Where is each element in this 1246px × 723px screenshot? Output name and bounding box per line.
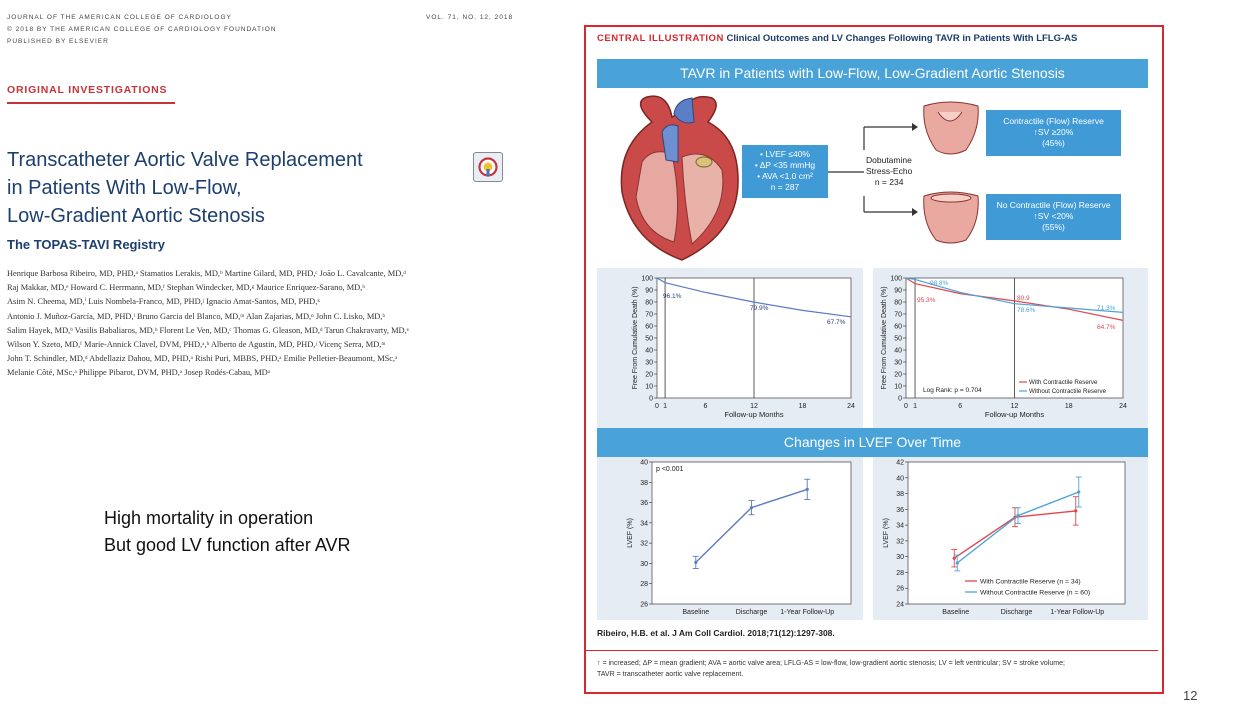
data-label: 79.9% [750, 305, 769, 312]
x-tick-label: 6 [703, 403, 708, 410]
volume-line: VOL. 71, NO. 12, 2018 [426, 14, 514, 21]
footnote [597, 658, 1147, 680]
criteria-n: n = 287 [770, 182, 800, 192]
author-line: Henrique Barbosa Ribeiro, MD, PHD,ᵃ Stamatios Lerakis, MD,ᵇ Martine Gilard, MD, PHD,ᶜ João L. Cavalcante, MD,ᵈ [7, 269, 407, 278]
data-label: 64.7% [1097, 324, 1116, 331]
y-tick-label: 30 [894, 359, 902, 367]
y-tick-label: 60 [645, 323, 653, 331]
y-tick-label: 100 [890, 275, 902, 283]
y-tick-label: 40 [640, 459, 648, 467]
heart-illustration [612, 92, 748, 264]
page-number: 12 [1183, 688, 1198, 703]
dse-line: Dobutamine [866, 155, 912, 165]
data-label: 71.3% [1097, 305, 1116, 312]
legend-label: With Contractile Reserve (n = 34) [980, 578, 1081, 586]
reserve-no-box [986, 194, 1121, 240]
title-line-3: Low-Gradient Aortic Stenosis [7, 205, 265, 227]
criteria-ava: • AVA <1.0 cm² [757, 171, 813, 181]
note-line-1: High mortality in operation [104, 508, 314, 528]
citation: Ribeiro, H.B. et al. J Am Coll Cardiol. 2018;71(12):1297-308. [597, 628, 835, 638]
author-line: Raj Makkar, MD,ᵉ Howard C. Herrmann, MD,ᶠ Stephan Windecker, MD,ᵍ Maurice Enriquez-Sarano, MD,ʰ [7, 283, 365, 293]
y-tick-label: 28 [896, 569, 904, 577]
valve-closed-icon [920, 188, 982, 246]
y-tick-label: 100 [641, 275, 653, 283]
data-point [953, 557, 956, 560]
stat-label: Log Rank: p = 0.704 [923, 387, 982, 394]
survival-chart-overall [597, 268, 863, 428]
dse-line: Stress-Echo [866, 166, 913, 176]
y-tick-label: 38 [896, 491, 904, 499]
publisher-line: PUBLISHED BY ELSEVIER [7, 38, 109, 45]
article-title [7, 146, 477, 230]
note-line-2: But good LV function after AVR [104, 535, 351, 555]
title-line-1: Transcatheter Aortic Valve Replacement [7, 149, 363, 171]
journal-name: JOURNAL OF THE AMERICAN COLLEGE OF CARDIOLOGY [7, 14, 232, 21]
data-point [956, 561, 959, 564]
copyright-line: © 2018 BY THE AMERICAN COLLEGE OF CARDIOLOGY FOUNDATION [7, 26, 277, 33]
data-point [806, 488, 809, 491]
criteria-box [742, 145, 828, 198]
author-line: Wilson Y. Szeto, MD,ᶠ Marie-Annick Clavel, DVM, PHD,ᵃ,ʰ Alberto de Agustin, MD, PHD,ʲ Vicenç Serra, MD,ᵐ [7, 340, 386, 350]
reserve-yes-percent: (45%) [1042, 138, 1065, 148]
x-tick-label: 0 [655, 403, 659, 410]
y-tick-label: 90 [894, 287, 902, 295]
slide-note [104, 505, 351, 559]
x-tick-label: 18 [1064, 403, 1073, 410]
data-point [1016, 514, 1019, 517]
criteria-gradient: • ΔP <35 mmHg [754, 160, 816, 170]
survival-chart-by-reserve [873, 268, 1148, 428]
x-tick-label: 1 [913, 403, 917, 410]
x-tick-label: 18 [798, 403, 807, 410]
data-label: 80.9 [1017, 295, 1030, 302]
footnote-line: ↑ = increased; ΔP = mean gradient; AVA = aortic valve area; LFLG-AS = low-flow, low-gradient aortic stenosis; LV = left ventricular; SV = stroke volume; [597, 660, 1065, 667]
y-tick-label: 28 [640, 581, 648, 589]
data-label: 95.3% [917, 297, 936, 304]
y-tick-label: 30 [640, 560, 648, 568]
reserve-no-percent: (55%) [1042, 222, 1065, 232]
illustration-label: CENTRAL ILLUSTRATION [597, 33, 724, 44]
y-tick-label: 32 [896, 538, 904, 546]
y-tick-label: 40 [894, 347, 902, 355]
x-tick-label: 12 [1010, 403, 1019, 410]
y-tick-label: 80 [894, 299, 902, 307]
article-subtitle: The TOPAS-TAVI Registry [7, 237, 165, 252]
data-label: 78.6% [1017, 307, 1036, 314]
author-line: Salim Hayek, MD,ᵇ Vasilis Babaliaros, MD,ᵇ Florent Le Ven, MD,ᶜ Thomas G. Gleason, MD,ᵈ Tarun Chakravarty, MD,ᵉ [7, 325, 409, 335]
section-label: ORIGINAL INVESTIGATIONS [7, 84, 168, 96]
crossmark-icon[interactable] [473, 152, 503, 182]
illustration-heading: Clinical Outcomes and LV Changes Following TAVR in Patients With LFLG-AS [726, 33, 1078, 44]
author-list [7, 267, 502, 381]
y-tick-label: 42 [896, 459, 904, 467]
y-tick-label: 40 [896, 475, 904, 483]
banner-lvef: Changes in LVEF Over Time [597, 428, 1148, 457]
y-tick-label: 26 [640, 601, 648, 609]
author-line: Antonio J. Muñoz-García, MD, PHD,ˡ Bruno Garcia del Blanco, MD,ᵐ Alan Zajarias, MD,ⁿ John C. Lisko, MD,ᵇ [7, 311, 385, 321]
y-tick-label: 70 [645, 311, 653, 319]
footnote-line: TAVR = transcatheter aortic valve replacement. [597, 671, 744, 678]
x-tick-label: Baseline [682, 609, 710, 616]
y-tick-label: 10 [645, 383, 653, 391]
legend-label: Without Contractile Reserve (n = 60) [980, 589, 1091, 597]
y-tick-label: 20 [645, 371, 653, 379]
x-tick-label: 24 [1119, 403, 1127, 410]
y-tick-label: 50 [894, 335, 902, 343]
footnote-divider [586, 650, 1158, 651]
x-axis-label: Follow-up Months [984, 410, 1045, 419]
y-tick-label: 26 [896, 585, 904, 593]
lvef-chart-by-reserve [873, 457, 1148, 620]
y-tick-label: 50 [645, 335, 653, 343]
reserve-yes-criterion: ↑SV ≥20% [1033, 127, 1074, 137]
y-axis-label: LVEF (%) [883, 518, 890, 548]
y-tick-label: 32 [640, 540, 648, 548]
y-tick-label: 38 [640, 479, 648, 487]
p-value-label: p <0.001 [656, 466, 684, 473]
data-label: 67.7% [827, 319, 846, 326]
section-rule [7, 102, 175, 104]
data-label: 98.8% [930, 280, 949, 287]
lvef-chart-overall [597, 457, 863, 620]
y-tick-label: 36 [896, 506, 904, 514]
y-tick-label: 0 [649, 395, 653, 403]
reserve-no-title: No Contractile (Flow) Reserve [996, 200, 1111, 210]
y-tick-label: 30 [896, 554, 904, 562]
x-tick-label: 1-Year Follow-Up [1050, 609, 1105, 616]
data-point [694, 561, 697, 564]
author-line: John T. Schindler, MD,ᵈ Abdellaziz Dahou, MD, PHD,ᵃ Rishi Puri, MBBS, PHD,ᵃ Emilie Pelletier-Beaumont, MSc,ᵃ [7, 354, 398, 364]
y-axis-label: LVEF (%) [627, 518, 634, 548]
y-tick-label: 40 [645, 347, 653, 355]
data-point [1077, 490, 1080, 493]
x-tick-label: 12 [750, 403, 758, 410]
x-tick-label: 1-Year Follow-Up [780, 609, 835, 616]
plot-area [652, 462, 851, 604]
y-tick-label: 36 [640, 500, 648, 508]
x-tick-label: 0 [904, 403, 908, 410]
y-tick-label: 34 [640, 520, 648, 528]
dse-label [866, 155, 912, 188]
title-line-2: in Patients With Low-Flow, [7, 177, 242, 199]
data-point [1074, 509, 1077, 512]
y-axis-label: Free From Cumulative Death (%) [632, 286, 639, 390]
y-tick-label: 80 [645, 299, 653, 307]
y-axis-label: Free From Cumulative Death (%) [881, 286, 888, 390]
x-tick-label: Discharge [735, 609, 768, 616]
legend-label: Without Contractile Reserve [1029, 388, 1107, 395]
data-point [750, 506, 753, 509]
y-tick-label: 20 [894, 371, 902, 379]
x-axis-label: Follow-up Months [724, 410, 784, 419]
author-line: Asim N. Cheema, MD,ⁱ Luis Nombela-Franco, MD, PHD,ʲ Ignacio Amat-Santos, MD, PHD,ᵏ [7, 297, 320, 307]
y-tick-label: 24 [896, 601, 904, 609]
reserve-yes-box [986, 110, 1121, 156]
dse-line: n = 234 [874, 177, 904, 187]
valve-open-icon [920, 100, 982, 158]
data-label: 96.1% [663, 293, 682, 300]
legend-label: With Contractile Reserve [1029, 379, 1098, 386]
y-tick-label: 70 [894, 311, 902, 319]
y-tick-label: 10 [894, 383, 902, 391]
y-tick-label: 30 [645, 359, 653, 367]
x-tick-label: 6 [958, 403, 963, 410]
y-tick-label: 60 [894, 323, 902, 331]
author-line: Melanie Côté, MSc,ᵃ Philippe Pibarot, DVM, PHD,ᵃ Josep Rodés-Cabau, MDᵃ [7, 368, 270, 378]
y-tick-label: 34 [896, 522, 904, 530]
x-tick-label: Discharge [1000, 609, 1033, 616]
x-tick-label: 24 [847, 403, 855, 410]
y-tick-label: 0 [898, 395, 902, 403]
illustration-header [597, 33, 1077, 44]
x-tick-label: Baseline [942, 609, 970, 616]
y-tick-label: 90 [645, 287, 653, 295]
banner-tavr: TAVR in Patients with Low-Flow, Low-Gradient Aortic Stenosis [597, 59, 1148, 88]
reserve-yes-title: Contractile (Flow) Reserve [1003, 116, 1104, 126]
criteria-lvef: • LVEF ≤40% [759, 149, 810, 159]
reserve-no-criterion: ↑SV <20% [1033, 211, 1074, 221]
x-tick-label: 1 [663, 403, 668, 410]
